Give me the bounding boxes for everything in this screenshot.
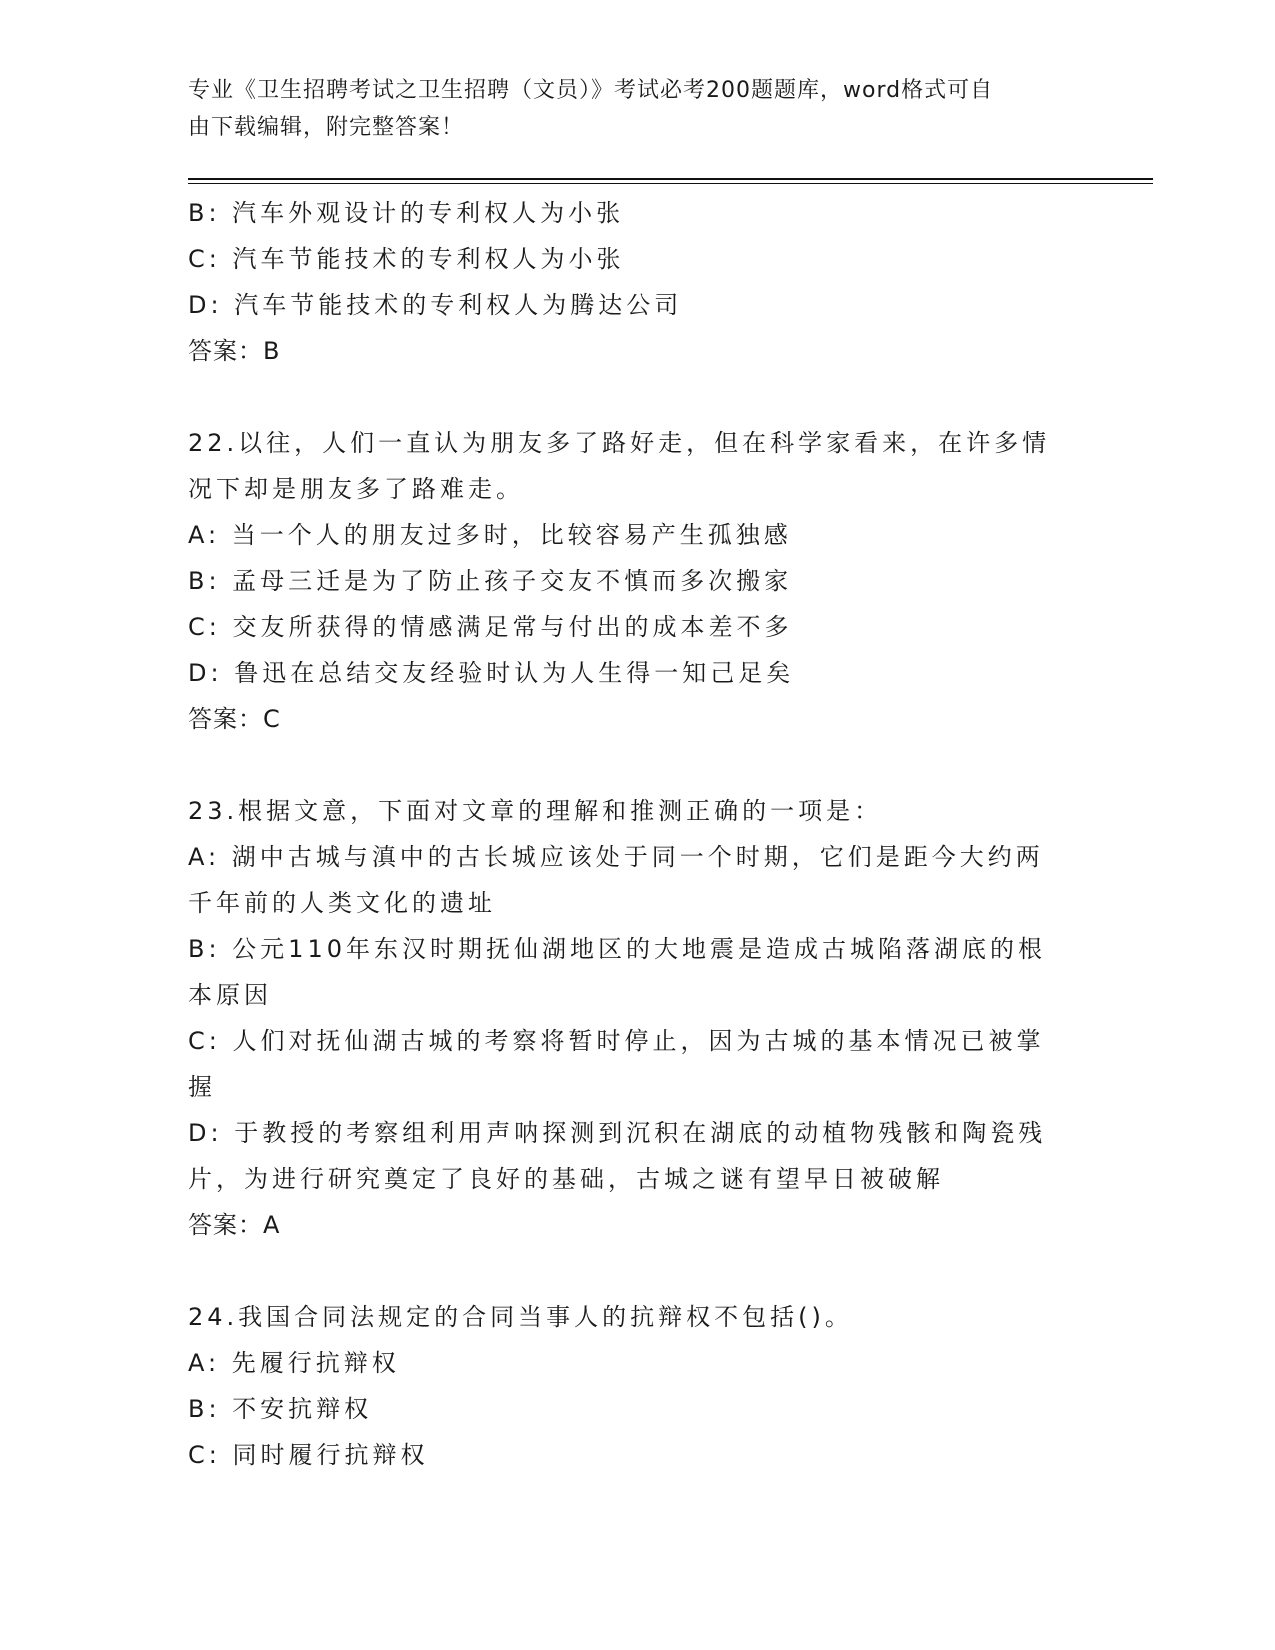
answer: 答案：A: [188, 1211, 281, 1239]
spacer: [188, 742, 1088, 788]
option-d: D: 于教授的考察组利用声呐探测到沉积在湖底的动植物残骸和陶瓷残: [188, 1119, 1047, 1147]
option-b: B: 孟母三迁是为了防止孩子交友不慎而多次搬家: [188, 567, 793, 595]
document-header: [188, 72, 1088, 146]
option-c: C: 汽车节能技术的专利权人为小张: [188, 245, 625, 273]
option-b-cont: 本原因: [188, 981, 272, 1009]
question-22: [188, 420, 1088, 742]
option-c-cont: 握: [188, 1073, 216, 1101]
header-rule-thin: [188, 183, 1153, 184]
question-stem-cont: 况下却是朋友多了路难走。: [188, 475, 524, 503]
option-d-cont: 片，为进行研究奠定了良好的基础，古城之谜有望早日被破解: [188, 1165, 944, 1193]
option-d: D: 汽车节能技术的专利权人为腾达公司: [188, 291, 683, 319]
question-list: [188, 190, 1088, 1478]
spacer: [188, 374, 1088, 420]
option-a-cont: 千年前的人类文化的遗址: [188, 889, 496, 917]
option-c: C: 交友所获得的情感满足常与付出的成本差不多: [188, 613, 793, 641]
header-line-1: 专业《卫生招聘考试之卫生招聘（文员）》考试必考200题题库，word格式可自: [188, 78, 994, 103]
answer: 答案：B: [188, 337, 281, 365]
option-b: B: 汽车外观设计的专利权人为小张: [188, 199, 625, 227]
option-a: A: 当一个人的朋友过多时，比较容易产生孤独感: [188, 521, 792, 549]
question-stem: 24.我国合同法规定的合同当事人的抗辩权不包括()。: [188, 1303, 853, 1331]
question-23: [188, 788, 1088, 1248]
header-line-2: 由下载编辑，附完整答案！: [188, 115, 465, 140]
option-b: B: 公元110年东汉时期抚仙湖地区的大地震是造成古城陷落湖底的根: [188, 935, 1046, 963]
question-stem: 22.以往，人们一直认为朋友多了路好走，但在科学家看来，在许多情: [188, 429, 1051, 457]
answer: 答案：C: [188, 705, 281, 733]
question-stem: 23.根据文意，下面对文章的理解和推测正确的一项是：: [188, 797, 883, 825]
option-a: A: 先履行抗辩权: [188, 1349, 400, 1377]
question-24: [188, 1294, 1088, 1478]
header-rule-thick: [188, 178, 1153, 180]
option-b: B: 不安抗辩权: [188, 1395, 373, 1423]
spacer: [188, 1248, 1088, 1294]
option-d: D: 鲁迅在总结交友经验时认为人生得一知己足矣: [188, 659, 795, 687]
question-21: [188, 190, 1088, 374]
option-a: A: 湖中古城与滇中的古长城应该处于同一个时期，它们是距今大约两: [188, 843, 1044, 871]
option-c: C: 人们对抚仙湖古城的考察将暂时停止，因为古城的基本情况已被掌: [188, 1027, 1045, 1055]
option-c: C: 同时履行抗辩权: [188, 1441, 429, 1469]
